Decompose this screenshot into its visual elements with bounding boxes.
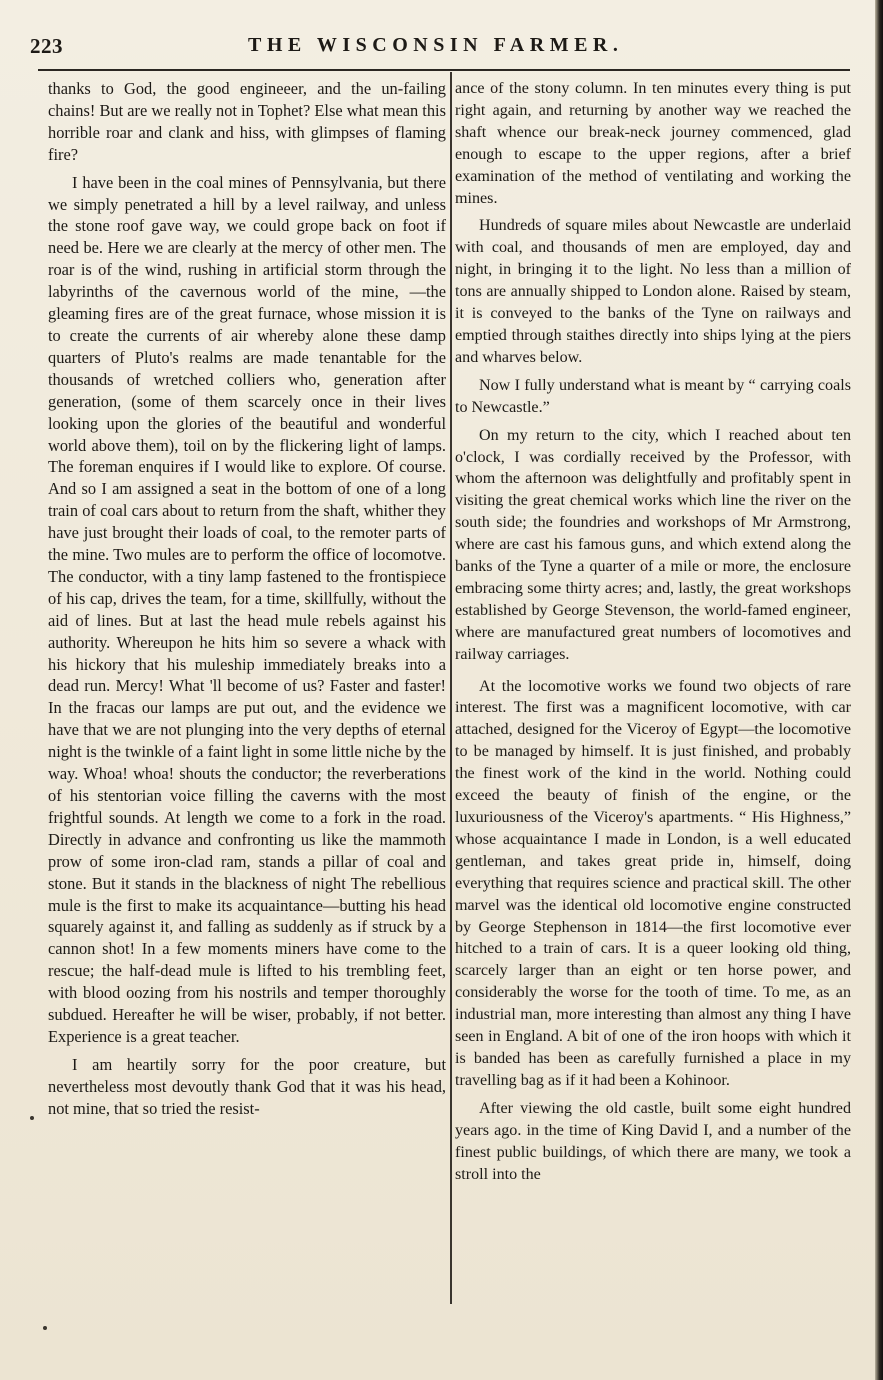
- right-column: [455, 78, 851, 1185]
- column-divider: [450, 72, 452, 1304]
- left-paragraph-3: I am heartily sorry for the poor creature, but nevertheless most devoutly thank God that it was his head, not mine, that so tried the resist-: [48, 1054, 446, 1118]
- left-paragraph-1: thanks to God, the good engineeer, and the un-failing chains! But are we really not in Tophet? Else what mean this horrible roar and clank and hiss, with glimpses of flaming fire?: [48, 79, 446, 164]
- page-binding-edge: [875, 0, 883, 1380]
- ink-speck: [30, 1116, 34, 1120]
- left-paragraph-2: I have been in the coal mines of Pennsylvania, but there we simply penetrated a hill by a level railway, and unless the stone roof gave way, we could grope back on foot if need be. Here we are clearly at the mercy of other men. The roar is of the wind, rushing in artificial storm through the labyrinths of the cavernous world of the mine, —the gleaming fires are of the great furnace, whose mission it is to create the currents of air whereby alone these damp quarters of Pluto's realms are made tenantable for the thousands of wretched colliers who, generation after generation, (some of them scarcely once in their lives looking upon the glories of the beautiful and wonderful world above them), toil on by the flickering light of lamps. The foreman enquires if I would like to explore. Of course. And so I am assigned a seat in the bottom of one of a long train of coal cars about to return from the shaft, whither they have just brought their loads of coal, to the remoter parts of the mine. Two mules are to perform the office of locomotve. The conductor, with a tiny lamp fastened to the frontispiece of his cap, drives the team, for a time, skillfully, without the aid of lines. But at last the head mule rebels against his authority. Whereupon he hits him so severe a whack with his hickory that his muleship immediately breaks into a dead run. Mercy! What 'll become of us? Faster and faster! In the fracas our lamps are put out, and the evidence we have that we are not plunging into the very depths of eternal night is the twinkle of a faint light in some little niche by the way. Whoa! whoa! shouts the conductor; the reverberations of his stentorian voice filling the caverns with the most frightful sounds. At length we come to a fork in the road. Directly in advance and confronting us like the mammoth prow of some iron-clad ram, stands a pillar of coal and stone. But it stands in the blackness of night The rebellious mule is the first to make its acquaintance—butting his head squarely against it, and falling as suddenly as if struck by a cannon shot! In a few moments miners have come to the rescue; the half-dead mule is lifted to his trembling feet, with blood oozing from his nostrils and temper thoroughly subdued. Hereafter he will be wiser, probably, if not better. Experience is a great teacher.: [48, 172, 446, 1046]
- left-column: [48, 78, 446, 1120]
- right-paragraph-3: Now I fully understand what is meant by “ carrying coals to Newcastle.”: [455, 376, 851, 416]
- page-number: 223: [30, 34, 63, 58]
- right-paragraph-5: At the locomotive works we found two objects of rare interest. The first was a magnificent locomotive, with car attached, designed for the Viceroy of Egypt—the locomotive to be managed by himself. It is just finished, and probably the finest work of the kind in the world. Nothing could exceed the beauty of finish of the engine, or the luxuriousness of the Viceroy's apartments. “ His Highness,” whose acquaintance I made in London, is a well educated gentleman, and takes great pride in, himself, doing everything that requires science and practical skill. The other marvel was the identical old locomotive engine constructed by George Stephenson in 1814—the first locomotive ever hitched to a train of cars. It is a queer looking old thing, scarcely larger than an eight or ten horse power, and considerably the worse for the tooth of time. To me, as an industrial man, more interesting than almost any thing I have seen in England. A bit of one of the iron hoops with which it is banded has been as carefully furnished a place in my travelling bag as if it had been a Kohinoor.: [455, 677, 851, 1089]
- masthead-title: THE WISCONSIN FARMER.: [248, 34, 624, 56]
- right-paragraph-1: ance of the stony column. In ten minutes every thing is put right again, and returning by another way we reached the shaft whence our break-neck journey commenced, glad enough to escape to the upper regions, after a brief examination of the method of ventilating and working the mines.: [455, 80, 851, 207]
- right-paragraph-6: After viewing the old castle, built some eight hundred years ago. in the time of King David I, and a number of the finest public buildings, of which there are many, we took a stroll into the: [455, 1099, 851, 1183]
- ink-speck: [43, 1326, 47, 1330]
- right-paragraph-4: On my return to the city, which I reached about ten o'clock, I was cordially received by the Professor, with whom the afternoon was delightfully and profitably spent in visiting the great chemical works which line the river on the south side; the foundries and workshops of Mr Armstrong, where are cast his famous guns, and which extend along the banks of the Tyne a quarter of a mile or more, the enclosure embracing some thirty acres; and, lastly, the great workshops established by George Stevenson, the world-famed engineer, where are manufactured great numbers of locomotives and railway carriages.: [455, 426, 851, 663]
- page-header: [30, 34, 840, 56]
- right-paragraph-2: Hundreds of square miles about Newcastle are underlaid with coal, and thousands of men are employed, day and night, in bringing it to the light. No less than a million of tons are annually shipped to London alone. Raised by steam, it is conveyed to the banks of the Tyne on railways and emptied through staithes directly into ships lying at the piers and wharves below.: [455, 217, 851, 366]
- header-rule: [38, 69, 850, 71]
